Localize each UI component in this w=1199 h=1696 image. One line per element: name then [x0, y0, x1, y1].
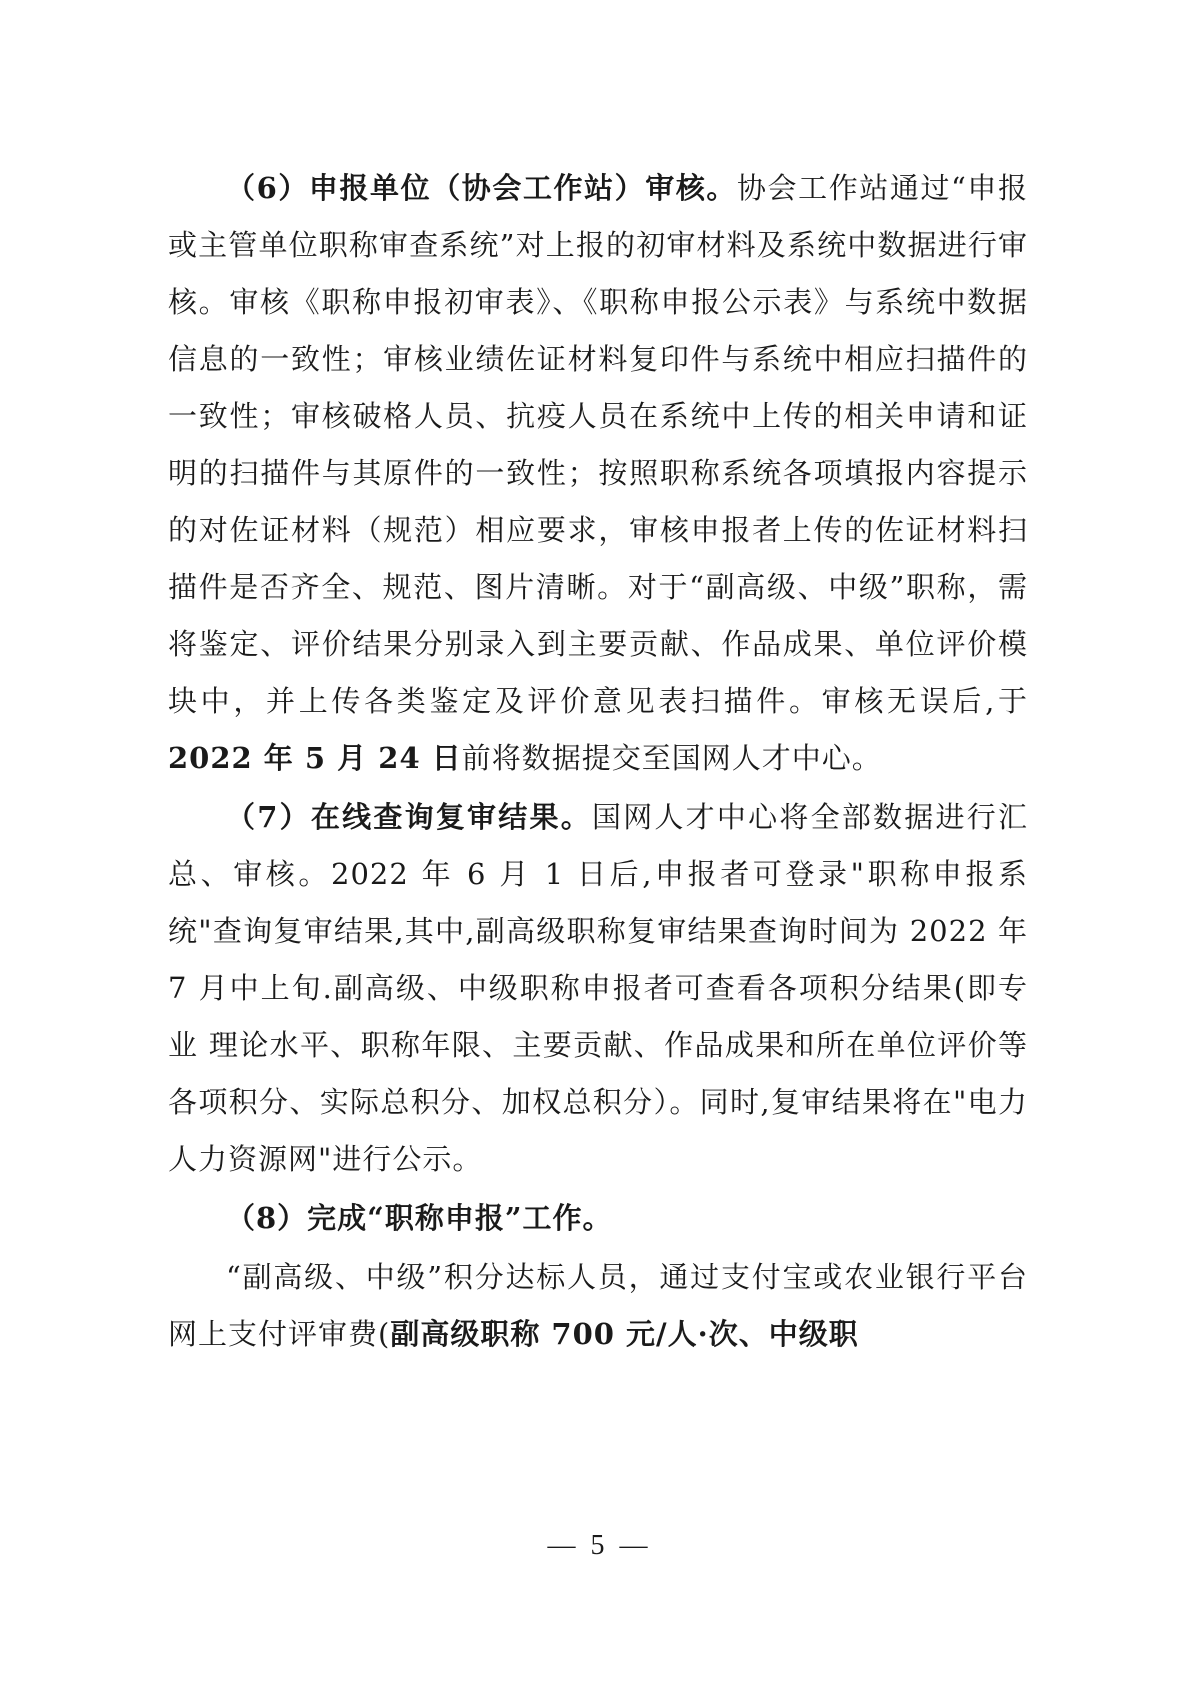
document-body	[168, 160, 1028, 1363]
paragraph-fee	[168, 1249, 1028, 1363]
paragraph-6-tail: 前将数据提交至国网人才中心。	[461, 741, 882, 775]
page-number: — 5 —	[547, 1530, 652, 1561]
paragraph-7-body: 国网人才中心将全部数据进行汇总、审核。2022 年 6 月 1 日后,申报者可登录"职称申报系统"查询复审结果,其中,副高级职称复审结果查询时间为 2022 年 7 月中上旬.副高级、中级职称申报者可查看各项积分结果(即专业 理论水平、职称年限、主要贡献、作品成果和所在单位评价等各项积分、实际总积分、加权总积分）。同时,复审结果将在"电力人力资源网"进行公示。	[168, 800, 1028, 1176]
paragraph-fee-body: “副高级、中级”积分达标人员，通过支付宝或农业银行平台网上支付评审费(	[168, 1260, 1028, 1351]
heading-6: （6）申报单位（协会工作站）审核。	[226, 171, 737, 205]
deadline-date: 2022 年 5 月 24 日	[168, 741, 462, 775]
paragraph-7	[168, 789, 1028, 1188]
paragraph-8	[168, 1190, 1028, 1247]
paragraph-6-body: 协会工作站通过“申报或主管单位职称审查系统”对上报的初审材料及系统中数据进行审核。审核《职称申报初审表》、《职称申报公示表》与系统中数据信息的一致性；审核业绩佐证材料复印件与系统中相应扫描件的一致性；审核破格人员、抗疫人员在系统中上传的相关申请和证明的扫描件与其原件的一致性；按照职称系统各项填报内容提示的对佐证材料（规范）相应要求，审核申报者上传的佐证材料扫描件是否齐全、规范、图片清晰。对于“副高级、中级”职称，需将鉴定、评价结果分别录入到主要贡献、作品成果、单位评价模块中，并上传各类鉴定及评价意见表扫描件。审核无误后,于	[168, 171, 1028, 718]
heading-8: （8）完成“职称申报”工作。	[226, 1201, 613, 1235]
fee-amount: 副高级职称 700 元/人·次、中级职	[390, 1317, 859, 1351]
paragraph-6	[168, 160, 1028, 787]
heading-7: （7）在线查询复审结果。	[226, 800, 592, 834]
